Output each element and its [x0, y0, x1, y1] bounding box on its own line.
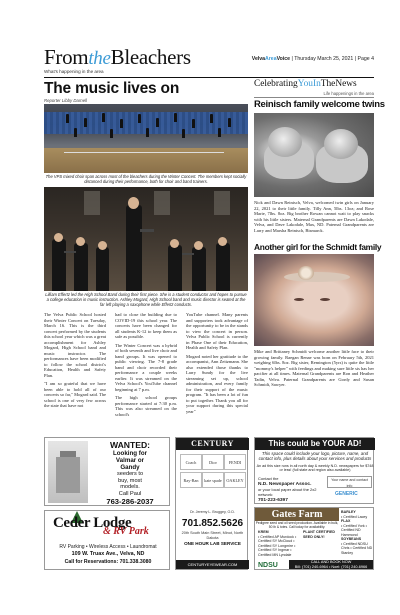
brand-pre: Velva — [251, 56, 266, 62]
paragraph: The Winter Concert was a hybrid of both seventh and live choir and band groups. It was opened to public viewing. The 7-8 grade band and choir recorded their performance a couple weeks earlier. It was streamed on the Velva School's YouTube channel beginning at 7 p.m. — [115, 342, 177, 392]
brand-post: Voice — [276, 56, 291, 62]
celebrating-rule — [254, 97, 374, 98]
wanted-line: Valmar or — [115, 457, 145, 464]
brand-logo: kate spade — [202, 472, 224, 488]
seeder-body — [56, 457, 80, 493]
your-ad-title: This could be YOUR AD! — [255, 438, 375, 450]
contact-line: or your local paper about the 2x2 network: — [258, 487, 317, 497]
wanted-line: models. — [120, 484, 140, 491]
soybeans-items: • Certified NDSU Chris • Certified ND Stanley — [341, 541, 373, 555]
your-ad-contact — [258, 476, 322, 503]
brand-logo: OAKLEY — [224, 472, 246, 488]
call-numbers: Bill: (701) 240-6964 • Noel: (701) 240-6966 — [294, 564, 368, 569]
choir-caption: The VPS mixed choir span across most of the bleachers during the Winter Concert. The members kept socially distanced during their performance, both for choir and band trainers. — [45, 174, 247, 184]
choir-member — [120, 119, 123, 128]
choir-member — [228, 118, 231, 127]
rv-park-logo: & RV Park — [103, 526, 149, 537]
eyewear-brands — [180, 454, 245, 506]
band-member-face — [54, 233, 63, 242]
century-doctor: Dr. Jeremy L. Bruggey, O.D. — [190, 510, 235, 514]
wanted-text — [91, 441, 169, 506]
gates-right-col — [341, 510, 373, 555]
music-headline: The music lives on — [44, 80, 180, 97]
contact-phone: 701-223-6397 — [258, 498, 288, 503]
music-stand — [140, 229, 154, 232]
contact-label: Contact the — [258, 476, 279, 481]
wanted-line: Looking for — [112, 450, 148, 457]
ceder-logo: Ceder Lodge — [53, 515, 132, 531]
band-member-face — [194, 241, 203, 250]
choir-member — [74, 128, 77, 137]
court-line — [64, 152, 224, 153]
girl-text: Mike and Brittaney Schmidt welcome another little face to their growing family. Raegan Renae was born on February 5th, 2021 weighing 6lbs. 8oz. Big sister, Remington (5yrs) is quite the little "mommy's helper" with feedings and making sure little sis has her pacifier at all times. Maternal Grandparents are Ron and Heather Tadin, Velva. Paternal Grandparents are Gordy and Susan Schmidt, Sawyer. — [254, 349, 374, 387]
your-ad-details: An ad this size runs in all north day & weekly N.D. newspapers for $748 or less! (full state and region also available) — [256, 464, 374, 473]
wanted-line: seeders to — [116, 471, 144, 477]
choir-member — [138, 114, 141, 123]
band-member — [216, 243, 230, 291]
flax-heading: FLAX — [341, 519, 351, 523]
music-column-2 — [115, 312, 177, 420]
paper-brand — [252, 56, 290, 62]
choir-member — [192, 119, 195, 128]
background-window — [214, 191, 230, 215]
krem-items: • Certified AP Murdock • Certified SY McCloud • Certified SY Longmire • Certified SY Ingmar • Certified MN Lyndale — [258, 534, 297, 557]
barley-items: • Certified Lacey — [341, 514, 368, 519]
celebrating-post: TheNews — [320, 79, 357, 89]
paragraph: had to close the building due to COVID-19 this school year. The concerts have been changed for all students K-12 to keep them as safe as possible. — [115, 312, 177, 339]
brand-logo: Coach — [180, 454, 202, 470]
choir-member — [210, 114, 213, 123]
band-member-face — [98, 241, 107, 250]
music-column-3 — [186, 312, 248, 417]
band-photo — [44, 187, 248, 291]
seeder-photo — [48, 441, 88, 503]
section-title — [44, 45, 191, 70]
band-member-face — [170, 239, 179, 248]
plant-certified: PLANT CERTIFIED SEED ONLY! — [303, 530, 335, 539]
baby-face — [268, 127, 302, 157]
headband — [284, 272, 350, 282]
your-ad-tagline: This space could include your logo, picture, name, and contact info, plus details about your services and products — [258, 451, 372, 462]
paragraph: YouTube channel. Many parents and supporters took advantage of the opportunity to be in the stands to view the concert in person. Velva Public School is currently in Phase One of their Education, Health and Safety Plan. — [186, 312, 248, 350]
paragraph: The high school groups performance started at 7:30 p.m. This was also streamed on the school's — [115, 395, 177, 417]
paragraph: The Velva Public School hosted their Winter Concert on Tuesday, March 16. This is the third concert performed by the students this school year which was a great accomplishment for Ashley Mogard, High School band and music instructor. The performances have been modified to follow the school district's Education, Health and Safety Plan. — [44, 312, 106, 378]
century-name: CENTURY — [191, 439, 234, 448]
band-member — [168, 245, 182, 291]
baby-face — [324, 129, 358, 159]
soybeans-heading: SOYBEANS — [341, 537, 362, 541]
headband-flower — [298, 266, 314, 280]
title-from: From — [44, 45, 89, 69]
barley-heading: BARLEY — [341, 510, 356, 514]
century-website: CENTURYEYEWEAR.COM — [176, 560, 249, 569]
brand-mid: Area — [265, 56, 277, 62]
choir-member — [156, 118, 159, 127]
century-address: 20th South Main Street, Minot, North Dakota — [181, 531, 244, 540]
gates-plant — [303, 530, 339, 539]
girl-headline: Another girl for the Schmidt family — [254, 242, 382, 252]
generic-logo: GENERIC — [335, 491, 358, 497]
your-name-box: Your name and contact info — [327, 476, 372, 488]
section-subtitle: What's happening in the area — [44, 69, 104, 74]
wanted-ad — [44, 437, 170, 506]
choir-member — [110, 129, 113, 138]
wanted-line: Gandy — [120, 464, 140, 471]
title-bleachers: Bleachers — [110, 45, 191, 69]
century-lab-service: ONE HOUR LAB SERVICE — [184, 541, 241, 546]
choir-member — [182, 129, 185, 138]
title-the: the — [88, 48, 111, 69]
celebrating-section-title — [254, 79, 357, 89]
ceder-reservations: Call for Reservations: 701.338.3080 — [64, 559, 152, 565]
band-member — [192, 247, 206, 291]
choir-member — [218, 128, 221, 137]
paragraph: "I am so grateful that we have been able to hold all of our concerts so far," Mogard said. The school is one of very few across the state that have not — [44, 381, 106, 408]
conductor — [126, 205, 142, 291]
background-window — [84, 191, 100, 215]
band-member — [74, 243, 88, 291]
band-member-face — [218, 237, 227, 246]
twins-text: Nick and Dawn Reinisch, Velva, welcomed twin girls on January 22, 2021 to their little family. Tilly Ann, 5lbs. 13oz; and Rose Marie, 7lbs. 8oz. Big brother Rowan cannot wait to play snacks with his little sisters. Maternal Grandparents are Dawn Lakodale, Velva, and Dave Lakodale, Max, ND. Paternal Grandparents are Larry and Marsha Reinisch, Bismarck. — [254, 200, 374, 233]
music-byline: Reporter Libby Darnell — [44, 98, 87, 103]
choir-member — [66, 114, 69, 123]
choir-member — [102, 113, 105, 122]
closed-eye — [294, 298, 304, 301]
ceder-services: RV Parking • Wireless Access • Laundromat — [59, 544, 157, 550]
brand-logo: Dior — [202, 454, 224, 470]
brand-logo: Ray-Ban — [180, 472, 202, 488]
band-member — [52, 239, 66, 291]
masthead — [44, 45, 374, 75]
music-stand — [182, 253, 194, 255]
infant-photo — [254, 254, 374, 346]
contact-org: N.D. Newspaper Assoc. — [258, 482, 312, 487]
ceder-address: 109 W. Truax Ave., Velva, ND — [71, 551, 145, 557]
twins-photo — [254, 113, 374, 197]
twins-headline: Reinisch family welcome twins — [254, 99, 385, 110]
music-column-1 — [44, 312, 106, 412]
wanted-line: Call Paul — [118, 490, 142, 497]
wanted-title: WANTED: — [109, 440, 151, 450]
celebrating-pre: Celebrating — [254, 79, 298, 89]
wanted-phone: 763-286-2037 — [106, 497, 154, 507]
century-phone: 701.852.5626 — [181, 518, 244, 529]
gates-title: Gates Farm — [255, 508, 339, 521]
gates-subtitle: Pedigree seed and oil seed production. Available in bulk, 50 lb & totes. Call today for availability. — [255, 521, 339, 529]
flax-items: • Certified York • Certified ND Hammond — [341, 523, 367, 537]
wanted-line: buy, most — [118, 477, 142, 484]
conductor-face — [128, 197, 139, 209]
issue-info — [252, 56, 374, 62]
call-label: CALL AND BOOK NOW — [310, 560, 352, 564]
choir-member — [174, 113, 177, 122]
gates-krem — [258, 530, 300, 557]
band-member-face — [76, 237, 85, 246]
celebrating-subtitle: Life happenings in the area — [323, 91, 374, 96]
ceder-lodge-ad — [44, 510, 170, 570]
choir-member — [84, 118, 87, 127]
krem-heading: KREM — [258, 530, 269, 534]
band-caption: Lilliam Effertz led the High School Band during their first piece. She is a student conductor and hopes to pursue a college education in music instruction. Ashley Mogard, High School band and music director is seated at the far left playing a saxophone while Effertz conducts. — [45, 292, 247, 307]
brand-logo: FENDI — [224, 454, 246, 470]
choir-member — [146, 128, 149, 137]
your-ad-here-ad — [254, 437, 374, 504]
issue-date-page: | Thursday March 25, 2021 | Page 4 — [291, 56, 374, 62]
band-member — [96, 247, 109, 291]
gates-farm-ad — [254, 507, 374, 570]
background-window — [154, 191, 170, 215]
gates-call — [289, 560, 373, 569]
choir-photo — [44, 104, 248, 173]
century-eyewear-ad — [175, 437, 248, 570]
paragraph: Mogard noted her gratitude to the accompanist, Ann Zeitzmann. She also extended those thanks to Larry Sundy for the live streaming set up, school administration, and every family for their support of the music program. "It has been a lot of fun to put together. Thank you all for your support during this special year" — [186, 353, 248, 414]
celebrating-mid: YouIn — [297, 79, 321, 89]
closed-eye — [320, 298, 330, 301]
ndsu-logo: NDSU — [258, 562, 278, 569]
music-stand — [64, 251, 76, 253]
